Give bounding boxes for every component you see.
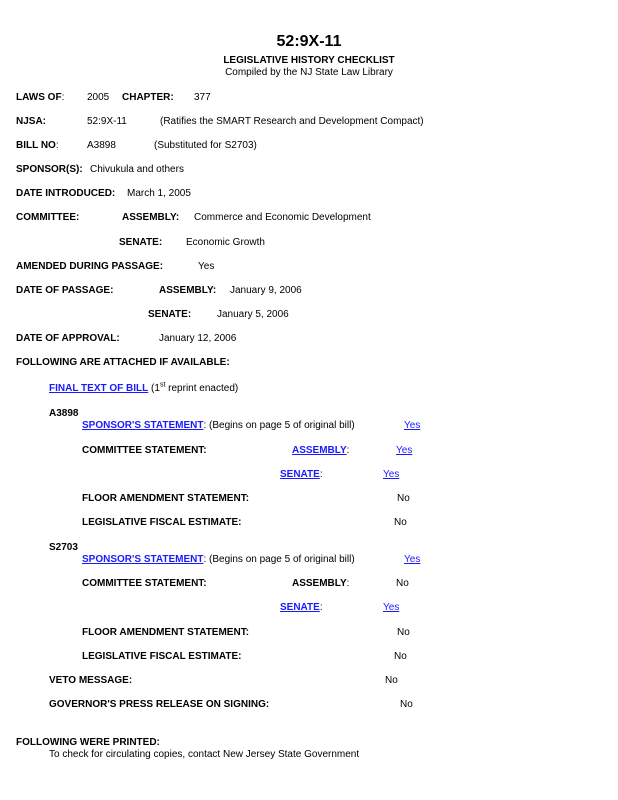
passage-senate-label: SENATE: bbox=[148, 309, 192, 320]
s2703-assembly-colon: : bbox=[346, 578, 350, 589]
laws-of-row bbox=[16, 92, 64, 104]
s2703-sponsor-note: : (Begins on page 5 of original bill) bbox=[203, 554, 355, 565]
laws-of-colon: : bbox=[61, 92, 65, 103]
veto-message-label: VETO MESSAGE: bbox=[49, 675, 133, 686]
final-text-note-pre: (1 bbox=[148, 383, 160, 394]
final-text-note-sup: st bbox=[159, 381, 166, 389]
s2703-senate-value[interactable]: Yes bbox=[383, 602, 400, 613]
committee-assembly-label: ASSEMBLY: bbox=[122, 212, 180, 223]
bill-no-value: A3898 bbox=[87, 140, 116, 151]
a3898-sponsor-statement-value[interactable]: Yes bbox=[404, 420, 421, 431]
a3898-assembly-value[interactable]: Yes bbox=[396, 445, 413, 456]
njsa-label: NJSA: bbox=[16, 116, 47, 127]
sponsors-label: SPONSOR(S): bbox=[16, 164, 83, 175]
chapter-value: 377 bbox=[194, 92, 211, 103]
sponsors-value: Chivukula and others bbox=[90, 164, 184, 175]
document-title: LEGISLATIVE HISTORY CHECKLIST bbox=[223, 55, 395, 66]
final-text-note-post: reprint enacted) bbox=[165, 383, 239, 394]
amended-value: Yes bbox=[198, 261, 215, 272]
s2703-senate-colon: : bbox=[319, 602, 323, 613]
final-text-link[interactable]: FINAL TEXT OF BILL bbox=[49, 383, 149, 394]
a3898-senate-row bbox=[280, 469, 323, 481]
committee-senate-label: SENATE: bbox=[119, 237, 163, 248]
s2703-senate-row bbox=[280, 602, 323, 614]
amended-label: AMENDED DURING PASSAGE: bbox=[16, 261, 164, 272]
passage-assembly-value: January 9, 2006 bbox=[230, 285, 302, 296]
a3898-fiscal-estimate-label: LEGISLATIVE FISCAL ESTIMATE: bbox=[82, 517, 242, 528]
s2703-floor-amendment-value: No bbox=[397, 627, 410, 638]
a3898-floor-amendment-value: No bbox=[397, 493, 410, 504]
chapter-label: CHAPTER: bbox=[122, 92, 174, 103]
a3898-assembly-link[interactable]: ASSEMBLY bbox=[292, 445, 347, 456]
s2703-sponsor-statement-link[interactable]: SPONSOR'S STATEMENT bbox=[82, 554, 204, 565]
committee-label: COMMITTEE: bbox=[16, 212, 80, 223]
s2703-fiscal-estimate-value: No bbox=[394, 651, 407, 662]
bill-no-label: BILL NO bbox=[16, 140, 56, 151]
a3898-assembly-colon: : bbox=[346, 445, 350, 456]
attached-heading: FOLLOWING ARE ATTACHED IF AVAILABLE: bbox=[16, 357, 230, 368]
bill-no-colon: : bbox=[55, 140, 59, 151]
final-text-row bbox=[49, 383, 238, 395]
date-of-approval-value: January 12, 2006 bbox=[159, 333, 237, 344]
bill-no-row bbox=[16, 140, 59, 152]
press-release-label: GOVERNOR'S PRESS RELEASE ON SIGNING: bbox=[49, 699, 270, 710]
a3898-senate-link[interactable]: SENATE bbox=[280, 469, 320, 480]
a3898-sponsor-note: : (Begins on page 5 of original bill) bbox=[203, 420, 355, 431]
laws-of-label: LAWS OF bbox=[16, 92, 62, 103]
s2703-sponsor-statement-value[interactable]: Yes bbox=[404, 554, 421, 565]
a3898-sponsor-row bbox=[82, 420, 355, 432]
s2703-assembly-label: ASSEMBLY bbox=[292, 578, 347, 589]
s2703-bill-label: S2703 bbox=[49, 542, 78, 553]
a3898-senate-colon: : bbox=[319, 469, 323, 480]
committee-senate-value: Economic Growth bbox=[186, 237, 265, 248]
s2703-floor-amendment-label: FLOOR AMENDMENT STATEMENT: bbox=[82, 627, 250, 638]
s2703-assembly-value: No bbox=[396, 578, 409, 589]
committee-assembly-value: Commerce and Economic Development bbox=[194, 212, 371, 223]
document-subtitle: Compiled by the NJ State Law Library bbox=[225, 67, 393, 78]
document-citation: 52:9X-11 bbox=[276, 33, 342, 50]
njsa-note: (Ratifies the SMART Research and Development Compact) bbox=[160, 116, 424, 127]
passage-assembly-label: ASSEMBLY: bbox=[159, 285, 217, 296]
a3898-fiscal-estimate-value: No bbox=[394, 517, 407, 528]
a3898-senate-value[interactable]: Yes bbox=[383, 469, 400, 480]
s2703-senate-link[interactable]: SENATE bbox=[280, 602, 320, 613]
a3898-committee-label: COMMITTEE STATEMENT: bbox=[82, 445, 207, 456]
printed-note: To check for circulating copies, contact New Jersey State Government bbox=[49, 749, 360, 760]
press-release-value: No bbox=[400, 699, 413, 710]
bill-no-note: (Substituted for S2703) bbox=[154, 140, 257, 151]
date-of-approval-label: DATE OF APPROVAL: bbox=[16, 333, 120, 344]
passage-senate-value: January 5, 2006 bbox=[217, 309, 289, 320]
s2703-sponsor-row bbox=[82, 554, 355, 566]
date-of-passage-label: DATE OF PASSAGE: bbox=[16, 285, 114, 296]
a3898-bill-label: A3898 bbox=[49, 408, 79, 419]
a3898-sponsor-statement-link[interactable]: SPONSOR'S STATEMENT bbox=[82, 420, 204, 431]
s2703-fiscal-estimate-label: LEGISLATIVE FISCAL ESTIMATE: bbox=[82, 651, 242, 662]
a3898-floor-amendment-label: FLOOR AMENDMENT STATEMENT: bbox=[82, 493, 250, 504]
veto-message-value: No bbox=[385, 675, 398, 686]
date-introduced-label: DATE INTRODUCED: bbox=[16, 188, 116, 199]
printed-heading: FOLLOWING WERE PRINTED: bbox=[16, 737, 160, 748]
s2703-assembly-row bbox=[292, 578, 349, 590]
njsa-value: 52:9X-11 bbox=[87, 116, 127, 127]
laws-of-year: 2005 bbox=[87, 92, 110, 103]
s2703-committee-label: COMMITTEE STATEMENT: bbox=[82, 578, 207, 589]
a3898-assembly-row bbox=[292, 445, 349, 457]
date-introduced-value: March 1, 2005 bbox=[127, 188, 191, 199]
